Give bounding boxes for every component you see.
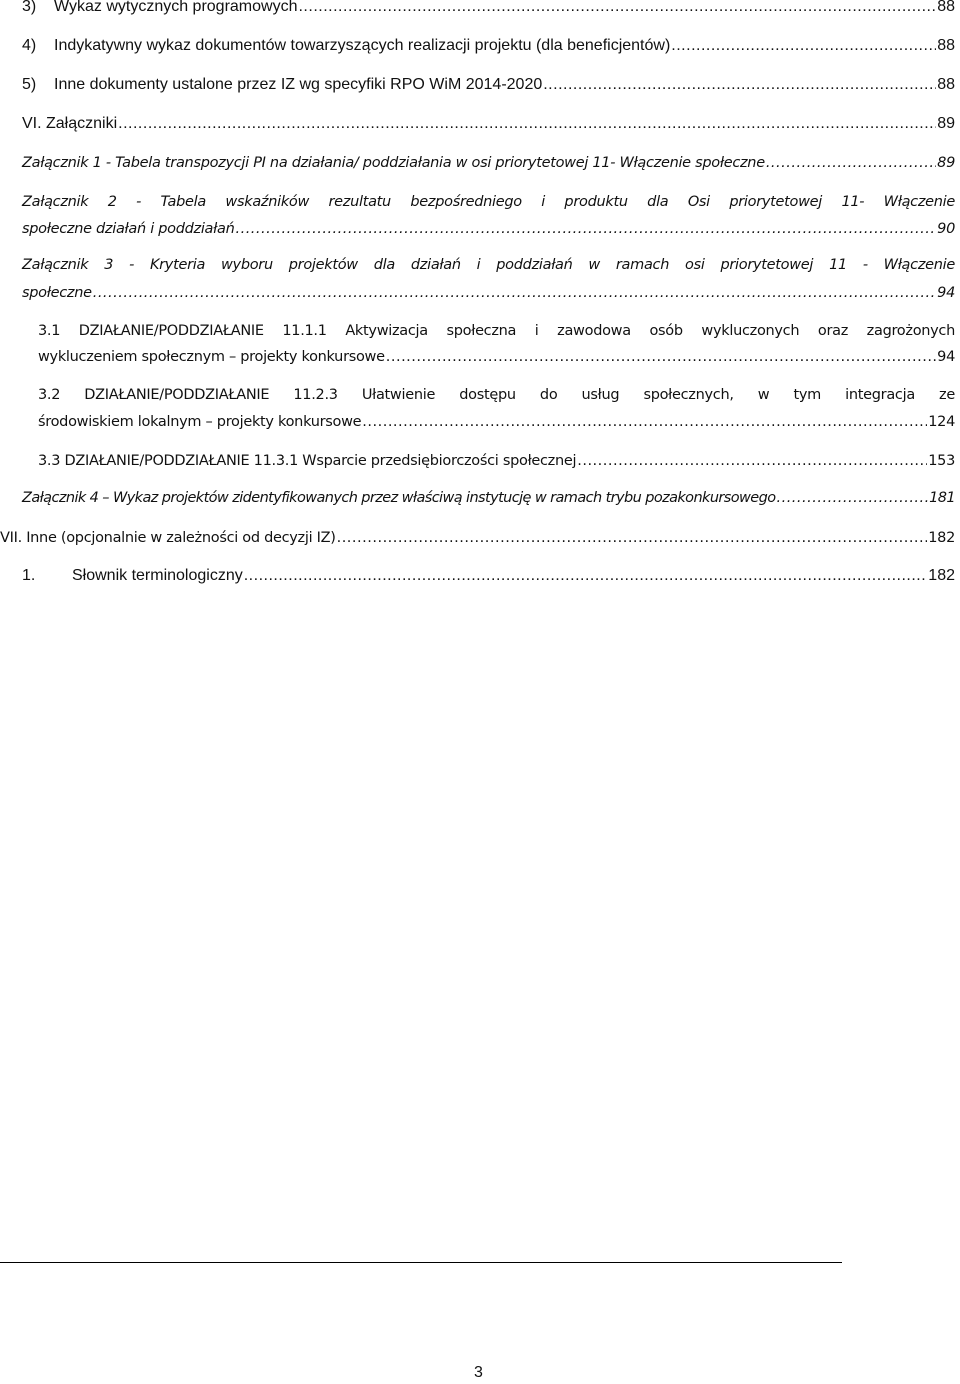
- toc-entry[interactable]: [22, 36, 955, 56]
- dot-leader: [671, 36, 936, 56]
- toc-entry[interactable]: [38, 412, 955, 432]
- toc-entry[interactable]: [22, 219, 955, 239]
- toc-page: 88: [937, 37, 955, 54]
- toc-page: 94: [937, 349, 955, 365]
- dot-leader: [386, 347, 936, 367]
- toc-entry[interactable]: [38, 451, 955, 471]
- toc-page: 89: [937, 115, 955, 132]
- toc-entry[interactable]: [22, 75, 955, 95]
- toc-entry-title: Załącznik 4 – Wykaz projektów zidentyfikowanych przez właściwą instytucję w ramach trybu pozakonkursowego: [22, 490, 776, 506]
- toc-entry[interactable]: [22, 114, 955, 134]
- page-number: 3: [474, 1364, 483, 1381]
- dot-leader: [766, 153, 936, 173]
- toc-entry-title: Słownik terminologiczny: [72, 567, 243, 584]
- toc-page: 182: [928, 567, 955, 584]
- toc-entry[interactable]: [0, 528, 955, 548]
- toc-entry[interactable]: [22, 283, 955, 303]
- toc-entry-title: VII. Inne (opcjonalnie w zależności od decyzji IZ): [0, 530, 336, 546]
- toc-page: 181: [929, 490, 955, 506]
- toc-page: 94: [937, 285, 955, 301]
- toc-entry-title: społeczne działań i poddziałań: [22, 221, 235, 237]
- dot-leader: [298, 0, 936, 17]
- dot-leader: [235, 219, 936, 239]
- toc-entry-title: 3) Wykaz wytycznych programowych: [22, 0, 298, 15]
- toc-entry-line[interactable]: Załącznik 2 - Tabela wskaźników rezultatu bezpośredniego i produktu dla Osi priorytetowej 11- Włączenie: [22, 194, 955, 210]
- dot-leader: [776, 488, 928, 508]
- toc-entry[interactable]: [22, 488, 955, 508]
- toc-entry-title: wykluczeniem społecznym – projekty konkursowe: [38, 349, 385, 365]
- footnote-separator: [0, 1262, 842, 1263]
- toc-page: 88: [937, 76, 955, 93]
- toc-entry-title: VI. Załączniki: [22, 115, 118, 132]
- dot-leader: [337, 528, 928, 548]
- toc-page: 88: [937, 0, 955, 15]
- dot-leader: [244, 566, 928, 586]
- toc-entry[interactable]: [22, 153, 955, 173]
- toc-page: 124: [928, 414, 955, 430]
- toc-entry-title: środowiskiem lokalnym – projekty konkursowe: [38, 414, 362, 430]
- dot-leader: [362, 412, 927, 432]
- toc-entry-line[interactable]: Załącznik 3 - Kryteria wyboru projektów dla działań i poddziałań w ramach osi priorytetowej 11 - Włączenie: [22, 257, 955, 273]
- toc-page: 153: [928, 453, 955, 469]
- toc-entry-title: 3.3 DZIAŁANIE/PODDZIAŁANIE 11.3.1 Wsparcie przedsiębiorczości społecznej: [38, 453, 577, 469]
- dot-leader: [93, 283, 936, 303]
- toc-entry-line[interactable]: 3.1 DZIAŁANIE/PODDZIAŁANIE 11.1.1 Aktywizacja społeczna i zawodowa osób wykluczonych oraz zagrożonych: [38, 323, 955, 339]
- dot-leader: [118, 114, 936, 134]
- toc-entry-title: społeczne: [22, 285, 92, 301]
- toc-page: 89: [937, 155, 955, 171]
- toc-entry[interactable]: [38, 347, 955, 367]
- toc-entry-title: 4) Indykatywny wykaz dokumentów towarzyszących realizacji projektu (dla beneficjentów): [22, 37, 671, 54]
- toc-entry[interactable]: [22, 566, 955, 586]
- toc-page: 90: [937, 221, 955, 237]
- dot-leader: [577, 451, 927, 471]
- toc-entry[interactable]: [22, 0, 955, 17]
- toc-entry-title: Załącznik 1 - Tabela transpozycji PI na działania/ poddziałania w osi priorytetowej 11- Włączenie społeczne: [22, 155, 765, 171]
- toc-number: 1.: [22, 567, 36, 584]
- toc-page: 182: [928, 530, 955, 546]
- toc-entry-line[interactable]: 3.2 DZIAŁANIE/PODDZIAŁANIE 11.2.3 Ułatwienie dostępu do usług społecznych, w tym integracja ze: [38, 387, 955, 403]
- toc-entry-title: 5) Inne dokumenty ustalone przez IZ wg specyfiki RPO WiM 2014-2020: [22, 76, 543, 93]
- dot-leader: [543, 75, 936, 95]
